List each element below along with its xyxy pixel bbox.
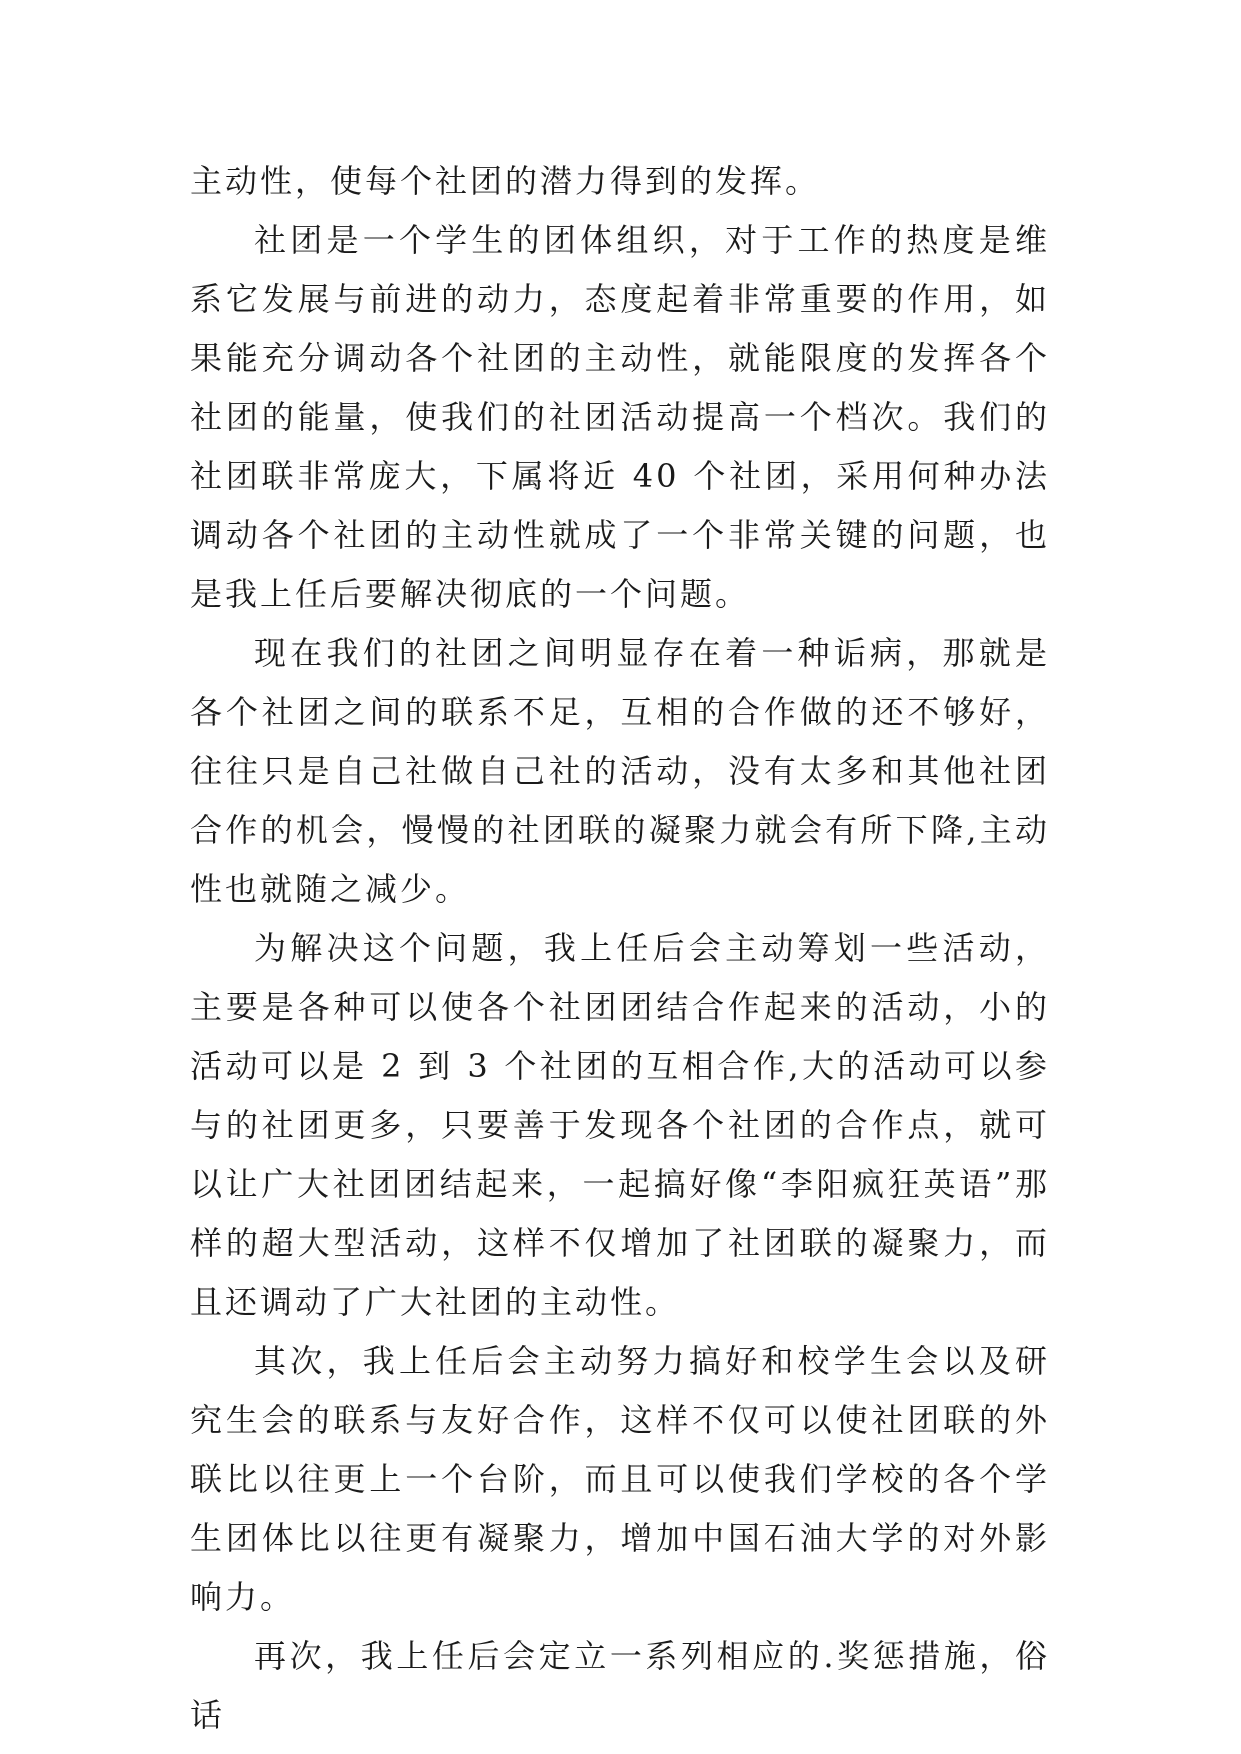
paragraph: 主动性，使每个社团的潜力得到的发挥。 xyxy=(190,162,821,200)
paragraph: 现在我们的社团之间明显存在着一种诟病，那就是各个社团之间的联系不足，互相的合作做的还不够好，往往只是自己社做自己社的活动，没有太多和其他社团合作的机会，慢慢的社团联的凝聚力就会有所下降,主动性也就随之减少。 xyxy=(190,634,1050,908)
paragraph: 再次，我上任后会定立一系列相应的.奖惩措施，俗话 xyxy=(190,1637,1050,1734)
paragraph: 为解决这个问题，我上任后会主动筹划一些活动，主要是各种可以使各个社团团结合作起来的活动，小的活动可以是 2 到 3 个社团的互相合作,大的活动可以参与的社团更多，只要善于发现各个社团的合作点，就可以让广大社团团结起来，一起搞好像“李阳疯狂英语”那样的超大型活动，这样不仅增加了社团联的凝聚力，而且还调动了广大社团的主动性。 xyxy=(190,929,1050,1321)
paragraph: 社团是一个学生的团体组织，对于工作的热度是维系它发展与前进的动力，态度起着非常重要的作用，如果能充分调动各个社团的主动性，就能限度的发挥各个社团的能量，使我们的社团活动提高一个档次。我们的社团联非常庞大，下属将近 40 个社团，采用何种办法调动各个社团的主动性就成了一个非常关键的问题，也是我上任后要解决彻底的一个问题。 xyxy=(190,221,1050,613)
document-body xyxy=(190,152,1050,1745)
paragraph: 其次，我上任后会主动努力搞好和校学生会以及研究生会的联系与友好合作，这样不仅可以使社团联的外联比以往更上一个台阶，而且可以使我们学校的各个学生团体比以往更有凝聚力，增加中国石油大学的对外影响力。 xyxy=(190,1342,1050,1616)
